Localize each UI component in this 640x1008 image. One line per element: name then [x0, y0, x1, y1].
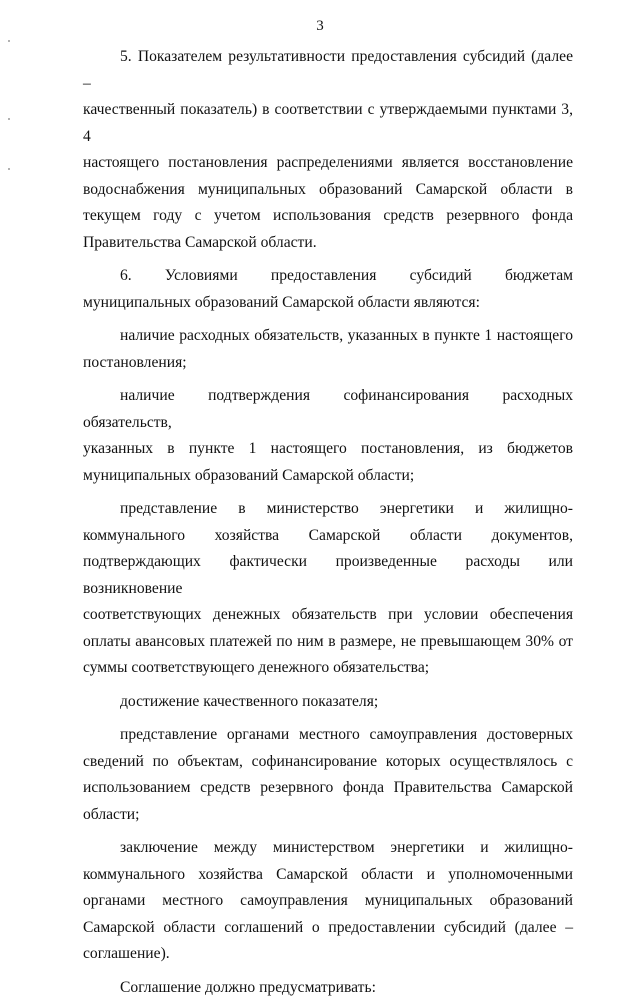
condition-cofinancing-confirmation [83, 383, 573, 489]
text-line: муниципальных образований Самарской области; [83, 466, 415, 484]
text-line: наличие подтверждения софинансирования расходных обязательств, [83, 387, 573, 431]
text-line: области; [83, 805, 140, 823]
margin-mark [8, 118, 10, 120]
text-line: соответствующих денежных обязательств при условии обеспечения [83, 606, 573, 623]
condition-agreement-conclusion [83, 835, 573, 968]
condition-documents-submission [83, 496, 573, 682]
text-line: Правительства Самарской области. [83, 233, 317, 251]
text-line: суммы соответствующего денежного обязательства; [83, 659, 430, 676]
text-line: заключение между министерством энергетики и жилищно- [120, 839, 573, 856]
text-line: сведений по объектам, софинансирование которых осуществлялось с [83, 752, 573, 770]
text-line: водоснабжения муниципальных образований Самарской области в [83, 180, 573, 198]
agreement-must-provide [83, 975, 573, 1002]
text-line: 6. Условиями предоставления субсидий бюджетам [120, 267, 573, 284]
margin-mark [8, 168, 10, 170]
margin-mark [8, 40, 10, 42]
text-line: наличие расходных обязательств, указанных в пункте 1 настоящего [120, 327, 573, 344]
text-line: оплаты авансовых платежей по ним в размере, не превышающем 30% от [83, 632, 573, 650]
text-line: Самарской области соглашений о предоставлении субсидий (далее – [83, 918, 573, 936]
text-line: представление органами местного самоуправления достоверных [120, 726, 573, 743]
text-line: использованием средств резервного фонда Правительства Самарской [83, 779, 573, 796]
text-line: органами местного самоуправления муниципальных образований [83, 892, 573, 909]
text-line: качественный показатель) в соответствии с утверждаемыми пунктами 3, 4 [83, 101, 573, 145]
condition-quality-indicator [83, 689, 573, 716]
condition-expenditure-obligations [83, 323, 573, 376]
text-line: Соглашение должно предусматривать: [120, 978, 376, 996]
paragraph-5-performance-indicator [83, 44, 573, 256]
text-line: постановления; [83, 353, 187, 371]
text-line: достижение качественного показателя; [120, 692, 379, 710]
page-number: 3 [316, 18, 324, 34]
text-line: муниципальных образований Самарской области являются: [83, 293, 480, 311]
text-line: подтверждающих фактически произведенные расходы или возникновение [83, 553, 573, 597]
document-body [83, 44, 573, 1008]
text-line: коммунального хозяйства Самарской области и уполномоченными [83, 865, 573, 883]
text-line: указанных в пункте 1 настоящего постановления, из бюджетов [83, 440, 573, 457]
text-line: коммунального хозяйства Самарской области документов, [83, 526, 573, 544]
paragraph-6-conditions [83, 263, 573, 316]
text-line: представление в министерство энергетики и жилищно- [120, 500, 573, 517]
text-line: 5. Показателем результативности предоставления субсидий (далее – [83, 48, 573, 92]
text-line: текущем году с учетом использования средств резервного фонда [83, 207, 573, 224]
text-line: соглашение). [83, 945, 170, 962]
condition-reliable-information [83, 722, 573, 828]
text-line: настоящего постановления распределениями является восстановление [83, 154, 573, 171]
